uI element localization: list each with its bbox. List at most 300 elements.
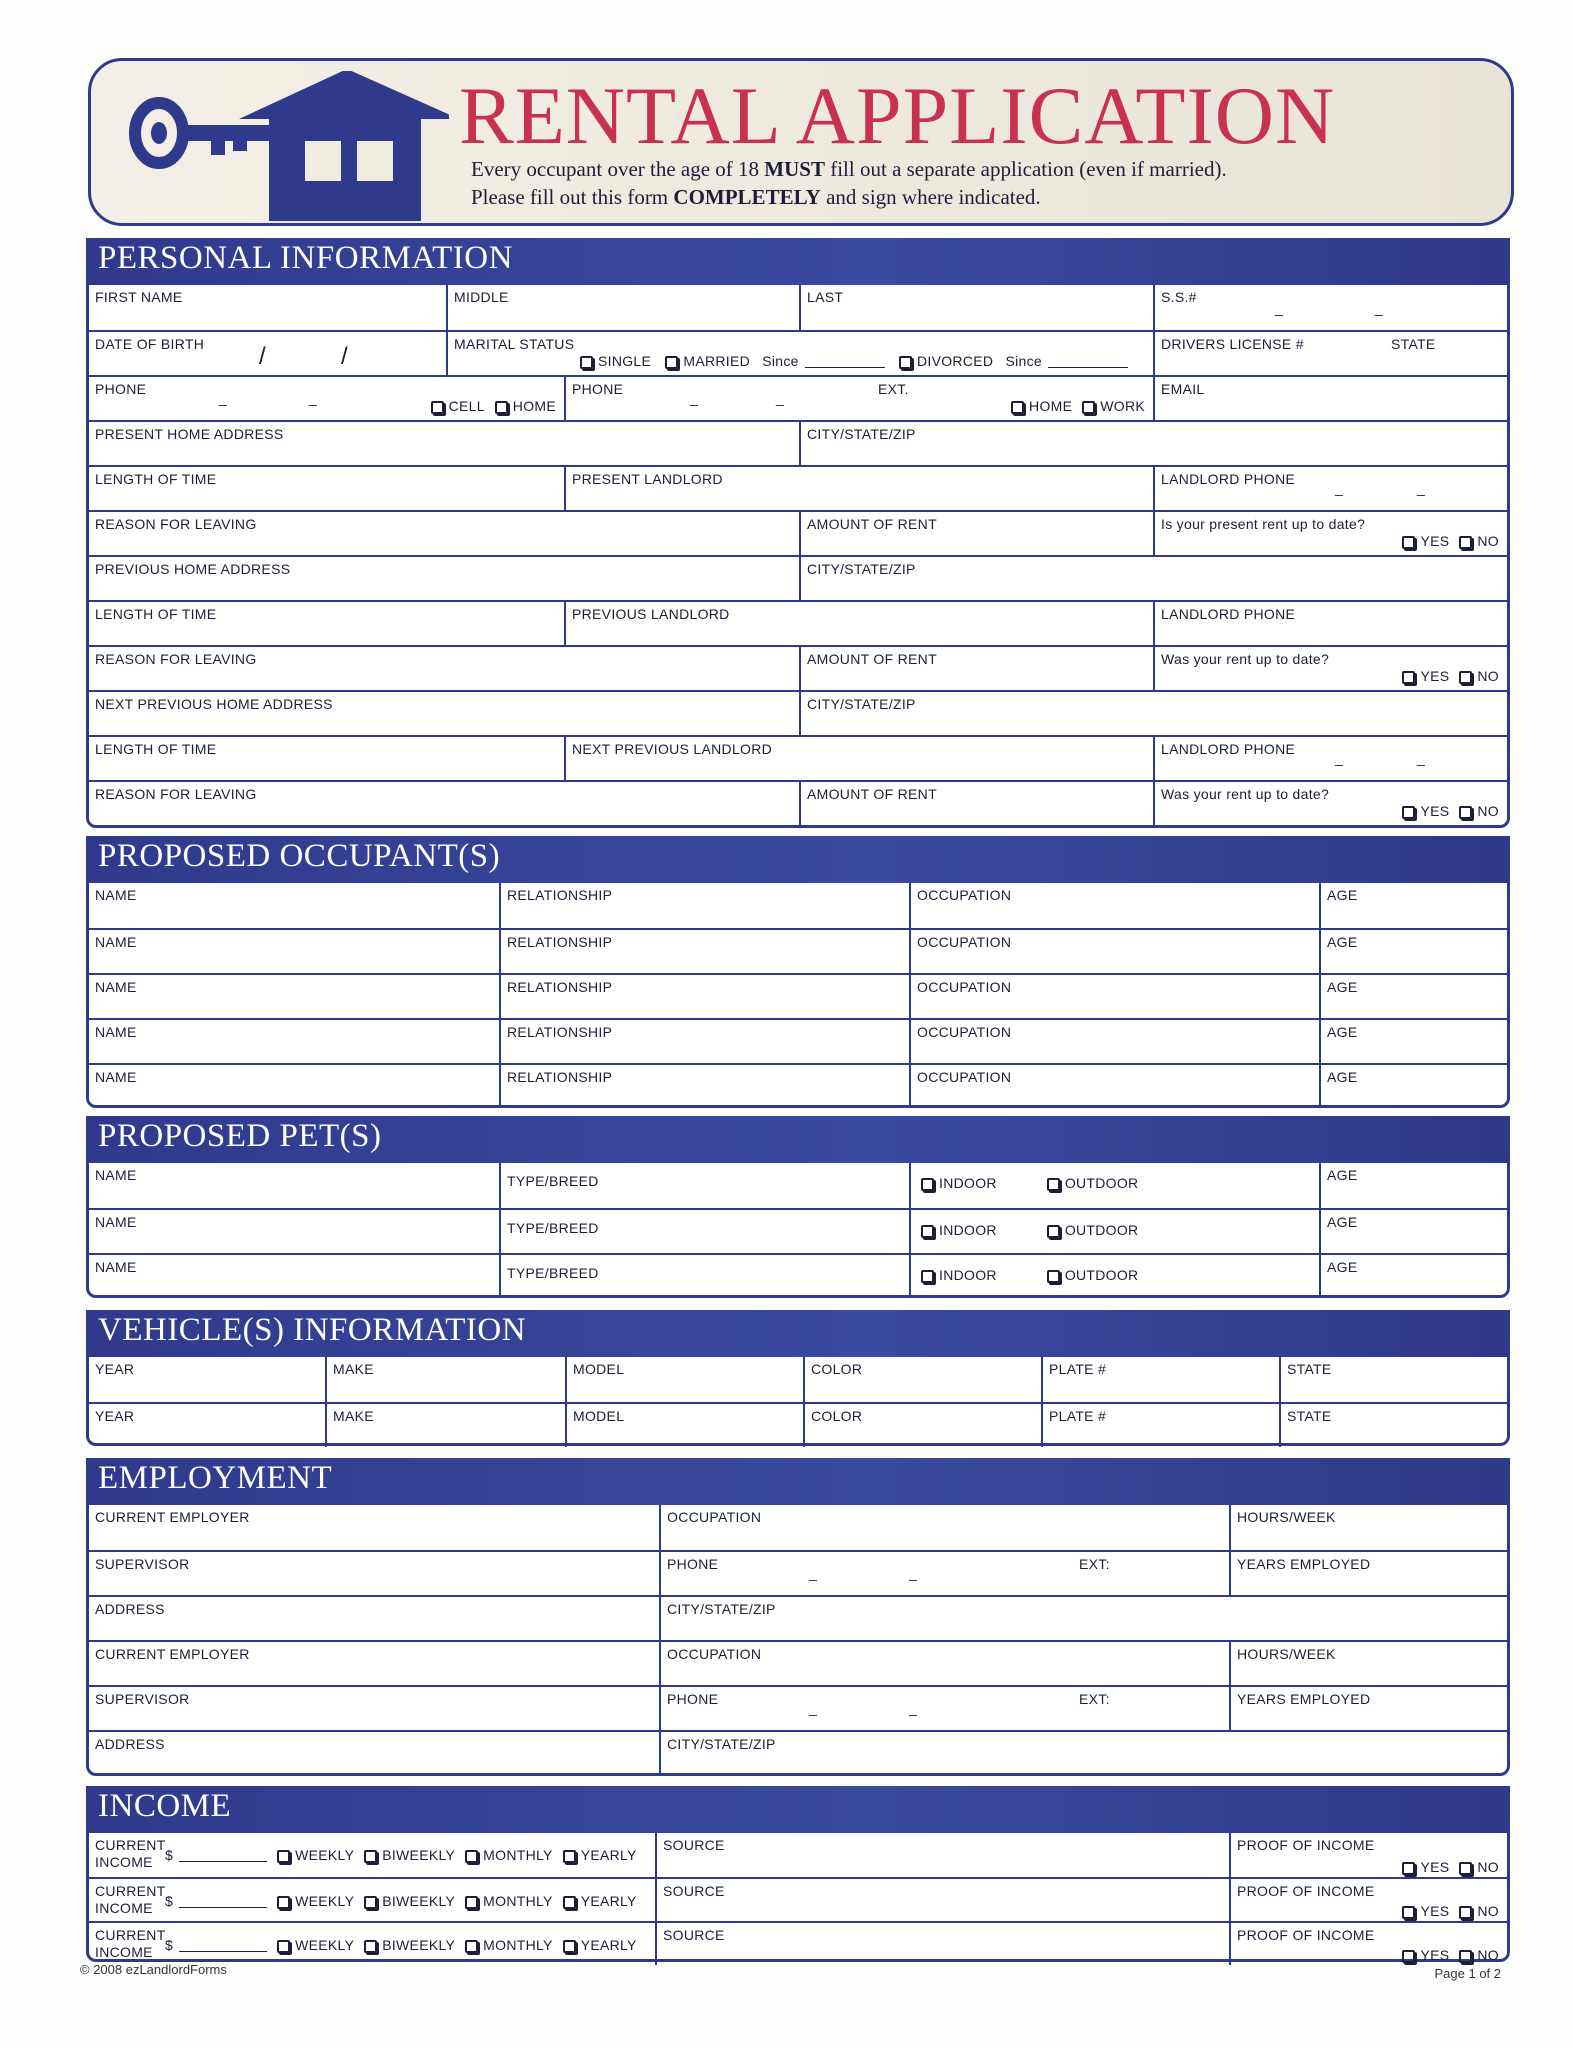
field-label: NAME xyxy=(95,1167,137,1183)
occupant-age-field[interactable] xyxy=(1319,1020,1507,1063)
field-label: INCOME xyxy=(95,1944,153,1960)
field-label: SUPERVISOR xyxy=(95,1691,190,1707)
field-label: PROOF OF INCOME xyxy=(1237,1883,1375,1899)
copyright: © 2008 ezLandlordForms xyxy=(80,1962,227,1977)
option-label: BIWEEKLY xyxy=(382,1893,456,1909)
pet-type-field[interactable] xyxy=(499,1210,909,1253)
instructions-emphasis: COMPLETELY xyxy=(673,185,821,209)
monthly-checkbox[interactable] xyxy=(465,1940,478,1953)
field-label: MIDDLE xyxy=(454,289,509,305)
option-label: OUTDOOR xyxy=(1064,1175,1139,1191)
field-label: NAME xyxy=(95,934,137,950)
vehicle-model-field[interactable] xyxy=(565,1404,803,1447)
separator: / xyxy=(259,343,266,370)
occupant-occupation-field[interactable] xyxy=(909,1065,1319,1108)
field-label: OCCUPATION xyxy=(917,1024,1012,1040)
next-previous-landlord-field[interactable] xyxy=(564,737,1153,780)
vehicle-state-field[interactable] xyxy=(1279,1404,1507,1447)
field-label: CITY/STATE/ZIP xyxy=(667,1736,776,1752)
cell-checkbox[interactable] xyxy=(431,401,444,414)
employer-address-field[interactable] xyxy=(89,1732,659,1775)
employment-section xyxy=(86,1458,1510,1776)
previous-landlord-phone-field[interactable] xyxy=(1153,602,1507,645)
no-checkbox[interactable] xyxy=(1459,671,1472,684)
field-label: AGE xyxy=(1327,1214,1358,1230)
field-label: TYPE/BREED xyxy=(507,1173,599,1189)
option-label: NO xyxy=(1477,533,1499,549)
vehicle-make-field[interactable] xyxy=(325,1404,565,1447)
option-label: YEARLY xyxy=(580,1893,637,1909)
employer-address-field[interactable] xyxy=(89,1597,659,1640)
section-title: VEHICLE(S) INFORMATION xyxy=(98,1312,527,1348)
home-checkbox[interactable] xyxy=(1011,401,1024,414)
section-header xyxy=(86,1786,1510,1833)
separator: _ xyxy=(776,390,785,406)
field-label: SOURCE xyxy=(663,1837,725,1853)
occupant-occupation-field[interactable] xyxy=(909,883,1319,928)
currency-symbol: $ xyxy=(165,1937,174,1953)
occupant-name-field[interactable] xyxy=(89,930,499,973)
married-since-line[interactable] xyxy=(805,367,885,368)
currency-symbol: $ xyxy=(165,1893,174,1909)
separator: _ xyxy=(219,390,228,406)
field-label: CURRENT EMPLOYER xyxy=(95,1646,250,1662)
yes-checkbox[interactable] xyxy=(1402,671,1415,684)
supervisor-field[interactable] xyxy=(89,1552,659,1595)
biweekly-checkbox[interactable] xyxy=(364,1850,377,1863)
field-label: COLOR xyxy=(811,1361,863,1377)
pet-age-field[interactable] xyxy=(1319,1210,1507,1253)
proof-of-income-field xyxy=(1229,1879,1507,1921)
option-label: WEEKLY xyxy=(295,1937,355,1953)
employer-occupation-field[interactable] xyxy=(659,1642,1229,1685)
previous-landlord-field[interactable] xyxy=(564,602,1153,645)
present-rent-uptodate-field xyxy=(1153,512,1507,555)
option-label: WEEKLY xyxy=(295,1847,355,1863)
field-label: OCCUPATION xyxy=(667,1509,762,1525)
yes-checkbox[interactable] xyxy=(1402,806,1415,819)
option-label: YES xyxy=(1420,668,1450,684)
pet-name-field[interactable] xyxy=(89,1210,499,1253)
field-label: STATE xyxy=(1287,1408,1332,1424)
instructions xyxy=(471,155,1227,211)
married-checkbox[interactable] xyxy=(665,356,678,369)
since-label: Since xyxy=(762,353,799,369)
occupant-occupation-field[interactable] xyxy=(909,930,1319,973)
pet-type-field[interactable] xyxy=(499,1163,909,1208)
employer-field[interactable] xyxy=(89,1505,659,1550)
yearly-checkbox[interactable] xyxy=(563,1896,576,1909)
supervisor-field[interactable] xyxy=(89,1687,659,1730)
option-label: NO xyxy=(1477,1947,1499,1963)
section-title: PROPOSED PET(S) xyxy=(98,1118,382,1154)
field-label: OCCUPATION xyxy=(667,1646,762,1662)
field-label: CURRENT EMPLOYER xyxy=(95,1509,250,1525)
field-label: NAME xyxy=(95,979,137,995)
pet-location-field xyxy=(909,1210,1319,1253)
employer-field[interactable] xyxy=(89,1642,659,1685)
option-label: HOME xyxy=(512,398,556,414)
marital-status-field xyxy=(446,332,1153,375)
field-label: YEARS EMPLOYED xyxy=(1237,1556,1371,1572)
section-header xyxy=(86,1458,1510,1505)
vehicle-year-field[interactable] xyxy=(89,1357,325,1402)
no-checkbox[interactable] xyxy=(1459,1906,1472,1919)
option-label: YEARLY xyxy=(580,1937,637,1953)
field-label: PLATE # xyxy=(1049,1408,1107,1424)
form-header xyxy=(88,58,1514,226)
field-label: AGE xyxy=(1327,887,1358,903)
pet-location-field xyxy=(909,1163,1319,1208)
income-amount-line[interactable] xyxy=(179,1861,267,1862)
occupant-age-field[interactable] xyxy=(1319,883,1507,928)
section-header xyxy=(86,1310,1510,1357)
field-label: ADDRESS xyxy=(95,1736,165,1752)
vehicle-color-field[interactable] xyxy=(803,1404,1041,1447)
option-label: MONTHLY xyxy=(483,1893,553,1909)
field-label: DATE OF BIRTH xyxy=(95,336,205,352)
field-label: Was your rent up to date? xyxy=(1161,651,1330,667)
employer-phone-field[interactable] xyxy=(659,1552,1229,1595)
weekly-checkbox[interactable] xyxy=(277,1896,290,1909)
occupant-relationship-field[interactable] xyxy=(499,930,909,973)
income-amount-line[interactable] xyxy=(179,1951,267,1952)
field-label: INCOME xyxy=(95,1854,153,1870)
field-label: AGE xyxy=(1327,1259,1358,1275)
section-title: PERSONAL INFORMATION xyxy=(98,240,513,276)
field-label: MODEL xyxy=(573,1408,625,1424)
since-label: Since xyxy=(1005,353,1042,369)
occupant-age-field[interactable] xyxy=(1319,930,1507,973)
section-title: INCOME xyxy=(98,1788,232,1824)
income-section xyxy=(86,1786,1510,1962)
option-label: YES xyxy=(1420,1903,1450,1919)
field-label: LENGTH OF TIME xyxy=(95,606,217,622)
field-label: AGE xyxy=(1327,934,1358,950)
personal-information-section xyxy=(86,238,1510,828)
field-label: YEARS EMPLOYED xyxy=(1237,1691,1371,1707)
field-label: MAKE xyxy=(333,1408,374,1424)
section-header xyxy=(86,238,1510,285)
biweekly-checkbox[interactable] xyxy=(364,1896,377,1909)
field-label: MAKE xyxy=(333,1361,374,1377)
vehicle-plate-field[interactable] xyxy=(1041,1357,1279,1402)
separator: _ xyxy=(690,390,699,406)
first-name-field[interactable] xyxy=(89,285,446,330)
employer-occupation-field[interactable] xyxy=(659,1505,1229,1550)
previous-reason-field[interactable] xyxy=(89,647,799,690)
separator: _ xyxy=(909,1700,918,1716)
vehicle-model-field[interactable] xyxy=(565,1357,803,1402)
next-previous-city-state-zip-field[interactable] xyxy=(799,692,1507,735)
pet-location-field xyxy=(909,1255,1319,1298)
separator: _ xyxy=(1335,750,1344,766)
option-label: OUTDOOR xyxy=(1064,1267,1139,1283)
next-previous-landlord-phone-field[interactable] xyxy=(1153,737,1507,780)
occupant-name-field[interactable] xyxy=(89,1020,499,1063)
years-employed-field[interactable] xyxy=(1229,1552,1507,1595)
indoor-checkbox[interactable] xyxy=(921,1270,934,1283)
option-label: WORK xyxy=(1100,398,1145,414)
income-source-field[interactable] xyxy=(655,1879,1229,1921)
next-previous-rent-amount-field[interactable] xyxy=(799,782,1153,825)
field-label: OCCUPATION xyxy=(917,934,1012,950)
yes-checkbox[interactable] xyxy=(1402,1950,1415,1963)
field-label: Is your present rent up to date? xyxy=(1161,516,1366,532)
pet-type-field[interactable] xyxy=(499,1255,909,1298)
option-label: MONTHLY xyxy=(483,1937,553,1953)
single-checkbox[interactable] xyxy=(580,356,593,369)
current-income-field[interactable] xyxy=(89,1923,655,1965)
indoor-checkbox[interactable] xyxy=(921,1178,934,1191)
last-name-field[interactable] xyxy=(799,285,1153,330)
field-label: AGE xyxy=(1327,1167,1358,1183)
weekly-checkbox[interactable] xyxy=(277,1850,290,1863)
present-address-field[interactable] xyxy=(89,422,799,465)
field-label: EMAIL xyxy=(1161,381,1205,397)
middle-name-field[interactable] xyxy=(446,285,799,330)
field-label: SOURCE xyxy=(663,1927,725,1943)
pet-age-field[interactable] xyxy=(1319,1163,1507,1208)
separator: _ xyxy=(1375,300,1384,316)
drivers-license-field[interactable] xyxy=(1153,332,1507,375)
option-label: CELL xyxy=(448,398,485,414)
home-checkbox[interactable] xyxy=(495,401,508,414)
field-label: MARITAL STATUS xyxy=(454,336,575,352)
field-label: OCCUPATION xyxy=(917,979,1012,995)
field-label: AGE xyxy=(1327,979,1358,995)
income-source-field[interactable] xyxy=(655,1923,1229,1965)
biweekly-checkbox[interactable] xyxy=(364,1940,377,1953)
monthly-checkbox[interactable] xyxy=(465,1850,478,1863)
field-label: NAME xyxy=(95,887,137,903)
phone-field[interactable] xyxy=(89,377,564,420)
no-checkbox[interactable] xyxy=(1459,806,1472,819)
option-label: MONTHLY xyxy=(483,1847,553,1863)
present-landlord-phone-field[interactable] xyxy=(1153,467,1507,510)
yearly-checkbox[interactable] xyxy=(563,1850,576,1863)
field-label: PHONE xyxy=(572,381,624,397)
field-label: INCOME xyxy=(95,1900,153,1916)
present-length-of-time-field[interactable] xyxy=(89,467,564,510)
yes-checkbox[interactable] xyxy=(1402,1906,1415,1919)
outdoor-checkbox[interactable] xyxy=(1047,1225,1060,1238)
option-label: WEEKLY xyxy=(295,1893,355,1909)
field-label: REASON FOR LEAVING xyxy=(95,786,257,802)
option-label: NO xyxy=(1477,803,1499,819)
hours-week-field[interactable] xyxy=(1229,1505,1507,1550)
occupant-name-field[interactable] xyxy=(89,1065,499,1108)
field-label: STATE xyxy=(1287,1361,1332,1377)
occupant-relationship-field[interactable] xyxy=(499,1065,909,1108)
pet-age-field[interactable] xyxy=(1319,1255,1507,1298)
date-of-birth-field[interactable] xyxy=(89,332,446,375)
field-label: SOURCE xyxy=(663,1883,725,1899)
present-city-state-zip-field[interactable] xyxy=(799,422,1507,465)
yearly-checkbox[interactable] xyxy=(563,1940,576,1953)
years-employed-field[interactable] xyxy=(1229,1687,1507,1730)
state-label: STATE xyxy=(1391,336,1436,352)
outdoor-checkbox[interactable] xyxy=(1047,1178,1060,1191)
next-previous-reason-field[interactable] xyxy=(89,782,799,825)
divorced-checkbox[interactable] xyxy=(899,356,912,369)
option-label: YES xyxy=(1420,803,1450,819)
outdoor-checkbox[interactable] xyxy=(1047,1270,1060,1283)
currency-symbol: $ xyxy=(165,1847,174,1863)
occupant-relationship-field[interactable] xyxy=(499,883,909,928)
field-label: RELATIONSHIP xyxy=(507,887,613,903)
divorced-since-line[interactable] xyxy=(1048,367,1128,368)
present-reason-field[interactable] xyxy=(89,512,799,555)
option-label: YES xyxy=(1420,533,1450,549)
field-label: AMOUNT OF RENT xyxy=(807,786,937,802)
field-label: AGE xyxy=(1327,1069,1358,1085)
indoor-checkbox[interactable] xyxy=(921,1225,934,1238)
field-label: PREVIOUS HOME ADDRESS xyxy=(95,561,291,577)
field-label: DRIVERS LICENSE # xyxy=(1161,336,1304,352)
occupant-occupation-field[interactable] xyxy=(909,975,1319,1018)
field-label: NAME xyxy=(95,1069,137,1085)
field-label: YEAR xyxy=(95,1361,135,1377)
next-previous-address-field[interactable] xyxy=(89,692,799,735)
no-checkbox[interactable] xyxy=(1459,536,1472,549)
occupant-name-field[interactable] xyxy=(89,883,499,928)
option-label: HOME xyxy=(1029,398,1073,414)
present-landlord-field[interactable] xyxy=(564,467,1153,510)
option-label: YES xyxy=(1420,1859,1450,1875)
work-checkbox[interactable] xyxy=(1082,401,1095,414)
hours-week-field[interactable] xyxy=(1229,1642,1507,1685)
option-label: INDOOR xyxy=(939,1222,997,1238)
no-checkbox[interactable] xyxy=(1459,1950,1472,1963)
option-label: NO xyxy=(1477,1903,1499,1919)
field-label: RELATIONSHIP xyxy=(507,1024,613,1040)
option-label: MARRIED xyxy=(683,353,751,369)
field-label: LANDLORD PHONE xyxy=(1161,741,1296,757)
previous-city-state-zip-field[interactable] xyxy=(799,557,1507,600)
vehicle-make-field[interactable] xyxy=(325,1357,565,1402)
field-label: PRESENT HOME ADDRESS xyxy=(95,426,284,442)
pet-name-field[interactable] xyxy=(89,1255,499,1298)
previous-address-field[interactable] xyxy=(89,557,799,600)
field-label: PREVIOUS LANDLORD xyxy=(572,606,730,622)
option-label: OUTDOOR xyxy=(1064,1222,1139,1238)
no-checkbox[interactable] xyxy=(1459,1862,1472,1875)
email-field[interactable] xyxy=(1153,377,1507,420)
current-income-field[interactable] xyxy=(89,1879,655,1921)
option-label: YES xyxy=(1420,1947,1450,1963)
section-title: EMPLOYMENT xyxy=(98,1460,333,1496)
option-label: DIVORCED xyxy=(916,353,994,369)
option-label: BIWEEKLY xyxy=(382,1847,456,1863)
option-label: YEARLY xyxy=(580,1847,637,1863)
employer-phone-field[interactable] xyxy=(659,1687,1229,1730)
field-label: MODEL xyxy=(573,1361,625,1377)
field-label: HOURS/WEEK xyxy=(1237,1646,1336,1662)
ext-label: EXT: xyxy=(1079,1556,1110,1572)
occupant-name-field[interactable] xyxy=(89,975,499,1018)
previous-rent-amount-field[interactable] xyxy=(799,647,1153,690)
proposed-pets-section xyxy=(86,1116,1510,1298)
field-label: S.S.# xyxy=(1161,289,1197,305)
option-label: INDOOR xyxy=(939,1175,997,1191)
proof-of-income-field xyxy=(1229,1833,1507,1877)
field-label: RELATIONSHIP xyxy=(507,934,613,950)
field-label: LENGTH OF TIME xyxy=(95,471,217,487)
instructions-text: Every occupant over the age of 18 xyxy=(471,157,765,181)
occupant-occupation-field[interactable] xyxy=(909,1020,1319,1063)
field-label: TYPE/BREED xyxy=(507,1220,599,1236)
next-previous-length-of-time-field[interactable] xyxy=(89,737,564,780)
field-label: LANDLORD PHONE xyxy=(1161,606,1296,622)
alt-phone-field[interactable] xyxy=(564,377,1153,420)
income-amount-line[interactable] xyxy=(179,1907,267,1908)
field-label: AMOUNT OF RENT xyxy=(807,651,937,667)
field-label: PLATE # xyxy=(1049,1361,1107,1377)
proof-of-income-field xyxy=(1229,1923,1507,1965)
occupant-age-field[interactable] xyxy=(1319,975,1507,1018)
vehicle-year-field[interactable] xyxy=(89,1404,325,1447)
instructions-text: fill out a separate application (even if married). xyxy=(824,157,1227,181)
income-source-field[interactable] xyxy=(655,1833,1229,1877)
ext-label: EXT. xyxy=(878,381,909,397)
field-label: REASON FOR LEAVING xyxy=(95,516,257,532)
previous-length-of-time-field[interactable] xyxy=(89,602,564,645)
vehicle-color-field[interactable] xyxy=(803,1357,1041,1402)
separator: _ xyxy=(1275,300,1284,316)
field-label: FIRST NAME xyxy=(95,289,183,305)
field-label: ADDRESS xyxy=(95,1601,165,1617)
field-label: PHONE xyxy=(95,381,147,397)
field-label: OCCUPATION xyxy=(917,887,1012,903)
section-header xyxy=(86,1116,1510,1163)
pet-name-field[interactable] xyxy=(89,1163,499,1208)
next-previous-rent-uptodate-field xyxy=(1153,782,1507,825)
field-label: CURRENT xyxy=(95,1837,166,1853)
current-income-field[interactable] xyxy=(89,1833,655,1877)
field-label: RELATIONSHIP xyxy=(507,1069,613,1085)
present-rent-amount-field[interactable] xyxy=(799,512,1153,555)
occupant-age-field[interactable] xyxy=(1319,1065,1507,1108)
weekly-checkbox[interactable] xyxy=(277,1940,290,1953)
separator: / xyxy=(341,343,348,370)
vehicle-state-field[interactable] xyxy=(1279,1357,1507,1402)
field-label: LAST xyxy=(807,289,844,305)
field-label: CITY/STATE/ZIP xyxy=(807,561,916,577)
ssn-field[interactable] xyxy=(1153,285,1507,330)
monthly-checkbox[interactable] xyxy=(465,1896,478,1909)
vehicle-plate-field[interactable] xyxy=(1041,1404,1279,1447)
field-label: SUPERVISOR xyxy=(95,1556,190,1572)
occupant-relationship-field[interactable] xyxy=(499,1020,909,1063)
yes-checkbox[interactable] xyxy=(1402,536,1415,549)
vehicles-section xyxy=(86,1310,1510,1446)
instructions-text: Please fill out this form xyxy=(471,185,674,209)
field-label: CURRENT xyxy=(95,1883,166,1899)
option-label: NO xyxy=(1477,668,1499,684)
field-label: NAME xyxy=(95,1259,137,1275)
employer-city-state-zip-field[interactable] xyxy=(659,1732,1507,1775)
field-label: REASON FOR LEAVING xyxy=(95,651,257,667)
field-label: YEAR xyxy=(95,1408,135,1424)
employer-city-state-zip-field[interactable] xyxy=(659,1597,1507,1640)
field-label: NAME xyxy=(95,1024,137,1040)
occupant-relationship-field[interactable] xyxy=(499,975,909,1018)
page-title: RENTAL APPLICATION xyxy=(459,70,1336,161)
yes-checkbox[interactable] xyxy=(1402,1862,1415,1875)
field-label: PROOF OF INCOME xyxy=(1237,1927,1375,1943)
field-label: CITY/STATE/ZIP xyxy=(807,696,916,712)
